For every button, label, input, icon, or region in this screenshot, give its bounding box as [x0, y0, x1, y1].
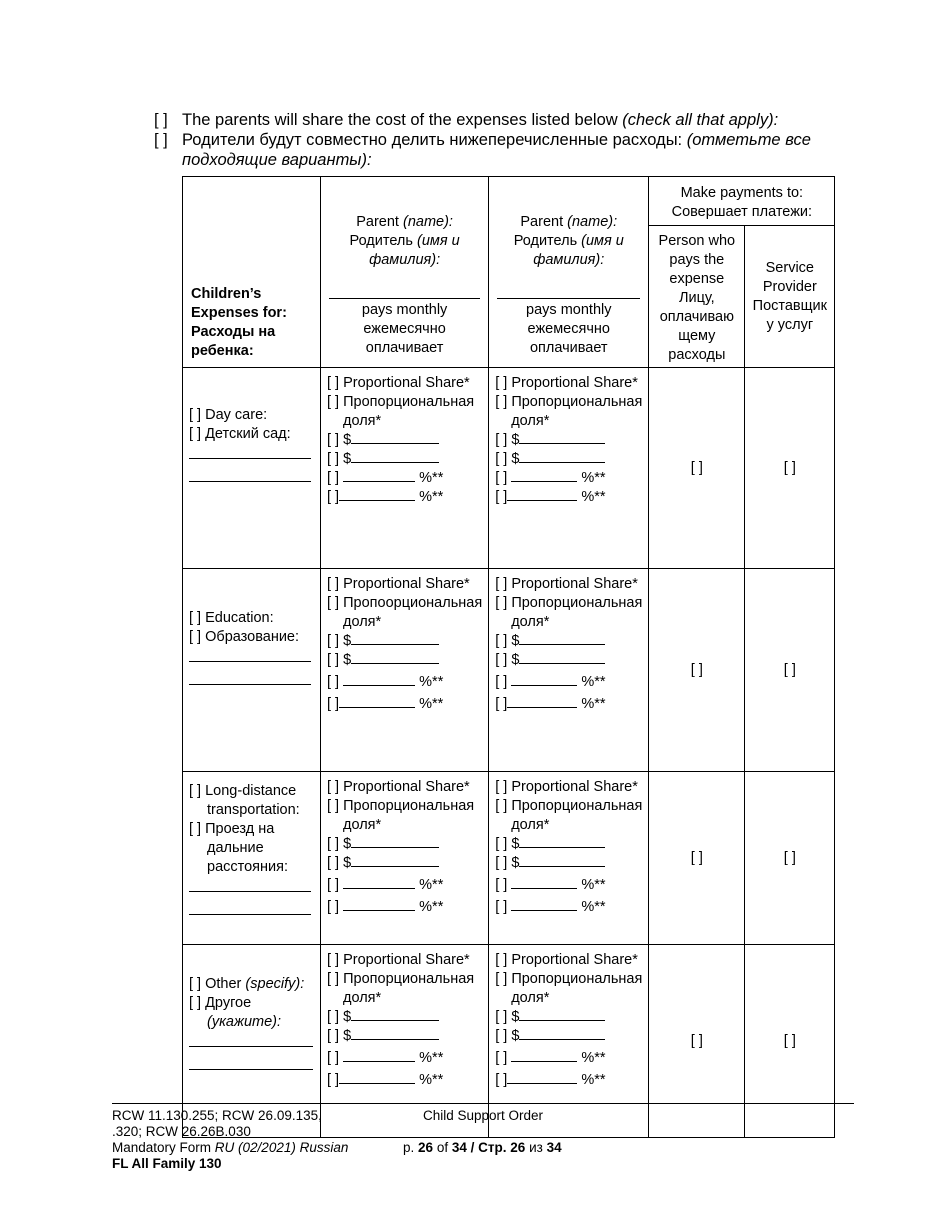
parent-1-name-blank[interactable]: [329, 298, 480, 299]
col-header-make-payments: Make payments to: Совершает платежи:: [649, 177, 835, 226]
intro-line-english: [154, 110, 854, 130]
intro: [154, 110, 854, 170]
text-blank[interactable]: [189, 661, 311, 662]
text-blank[interactable]: [189, 891, 311, 892]
service-provider-checkbox[interactable]: [ ]: [745, 368, 835, 569]
parent-1-options: [ ] Proportional Share* [ ] Пропорциональная доля* [ ] $ [ ] $ [ ] %** [ ] %**: [321, 945, 489, 1138]
footer-divider: [112, 1103, 854, 1104]
text-blank[interactable]: [189, 481, 311, 482]
intro-italic-english: (check all that apply):: [622, 111, 779, 129]
service-provider-checkbox[interactable]: [ ]: [745, 569, 835, 772]
footer-mandatory-form: Mandatory Form: [112, 1140, 212, 1155]
expense-desc-education: [ ] Education: [ ] Образование:: [183, 569, 321, 772]
person-who-pays-checkbox[interactable]: [ ]: [649, 569, 745, 772]
parent-1-options: [ ] Proportional Share* [ ] Пропорциональная доля* [ ] $ [ ] $ [ ] %** [ ] %**: [321, 368, 489, 569]
person-who-pays-checkbox[interactable]: [ ]: [649, 945, 745, 1138]
parent-2-options: [ ] Proportional Share* [ ] Пропорциональная доля* [ ] $ [ ] $ [ ] %** [ ] %**: [489, 569, 649, 772]
person-who-pays-checkbox[interactable]: [ ]: [649, 772, 745, 945]
parent-1-options: [ ] Proportional Share* [ ] Пропоорциональная доля* [ ] $ [ ] $ [ ] %** [ ] %**: [321, 569, 489, 772]
col-header-person-who-pays: Person who pays the expense Лицу, оплачиваю щему расходы: [649, 226, 745, 368]
parent-2-options: [ ] Proportional Share* [ ] Пропорциональная доля* [ ] $ [ ] $ [ ] %** [ ] %**: [489, 368, 649, 569]
text-blank[interactable]: [189, 684, 311, 685]
expense-desc-long-distance: [ ] Long-distance transportation: [ ] Проезд на дальние расстояния:: [183, 772, 321, 945]
table-row: [183, 772, 835, 945]
col-header-parent-1: Parent (name): Родитель (имя и фамилия): pays monthly ежемесячно оплачивает: [321, 177, 489, 368]
text-blank[interactable]: [189, 914, 311, 915]
intro-italic-russian: (отметьте все подходящие варианты):: [182, 131, 811, 169]
expense-desc-day-care: [ ] Day care: [ ] Детский сад:: [183, 368, 321, 569]
intro-text-russian: Родители будут совместно делить нижеперечисленные расходы:: [182, 131, 683, 149]
text-blank[interactable]: [189, 458, 311, 459]
footer-rcw-line1: RCW 11.130.255; RCW 26.09.135,: [112, 1108, 322, 1123]
intro-checkbox-russian[interactable]: [ ]: [154, 131, 168, 149]
footer-page-number: p. 26 of 34 / Стр. 26 из 34: [403, 1140, 562, 1155]
service-provider-checkbox[interactable]: [ ]: [745, 772, 835, 945]
col-header-parent-2: Parent (name): Родитель (имя и фамилия): pays monthly ежемесячно оплачивает: [489, 177, 649, 368]
intro-checkbox-english[interactable]: [ ]: [154, 111, 168, 129]
text-blank[interactable]: [189, 1046, 313, 1047]
person-who-pays-checkbox[interactable]: [ ]: [649, 368, 745, 569]
expenses-table: [182, 176, 835, 1138]
col-header-expenses: Children’s Expenses for: Расходы на ребенка:: [183, 177, 321, 368]
parent-2-options: [ ] Proportional Share* [ ] Пропорциональная доля* [ ] $ [ ] $ [ ] %** [ ] %**: [489, 772, 649, 945]
parent-2-options: [ ] Proportional Share* [ ] Пропорциональная доля* [ ] $ [ ] $ [ ] %** [ ] %**: [489, 945, 649, 1138]
footer-left: RCW 11.130.255; RCW 26.09.135, .320; RCW 26.26B.030 Mandatory Form RU (02/2021) Russian FL All Family 130: [112, 1108, 349, 1171]
intro-line-russian: [154, 130, 854, 170]
expense-desc-other: [ ] Other (specify): [ ] Другое (укажите):: [183, 945, 321, 1138]
intro-text-english: The parents will share the cost of the expenses listed below: [182, 111, 618, 129]
parent-1-options: [ ] Proportional Share* [ ] Пропорциональная доля* [ ] $ [ ] $ [ ] %** [ ] %**: [321, 772, 489, 945]
footer-rcw-line2: .320; RCW 26.26B.030: [112, 1124, 251, 1139]
parent-2-name-blank[interactable]: [497, 298, 640, 299]
footer-title: Child Support Order: [423, 1108, 544, 1123]
text-blank[interactable]: [189, 1069, 313, 1070]
footer-form-id: FL All Family 130: [112, 1156, 222, 1171]
col-header-service-provider: Service Provider Поставщик у услуг: [745, 226, 835, 368]
table-row: [183, 569, 835, 772]
table-row: [183, 368, 835, 569]
service-provider-checkbox[interactable]: [ ]: [745, 945, 835, 1138]
